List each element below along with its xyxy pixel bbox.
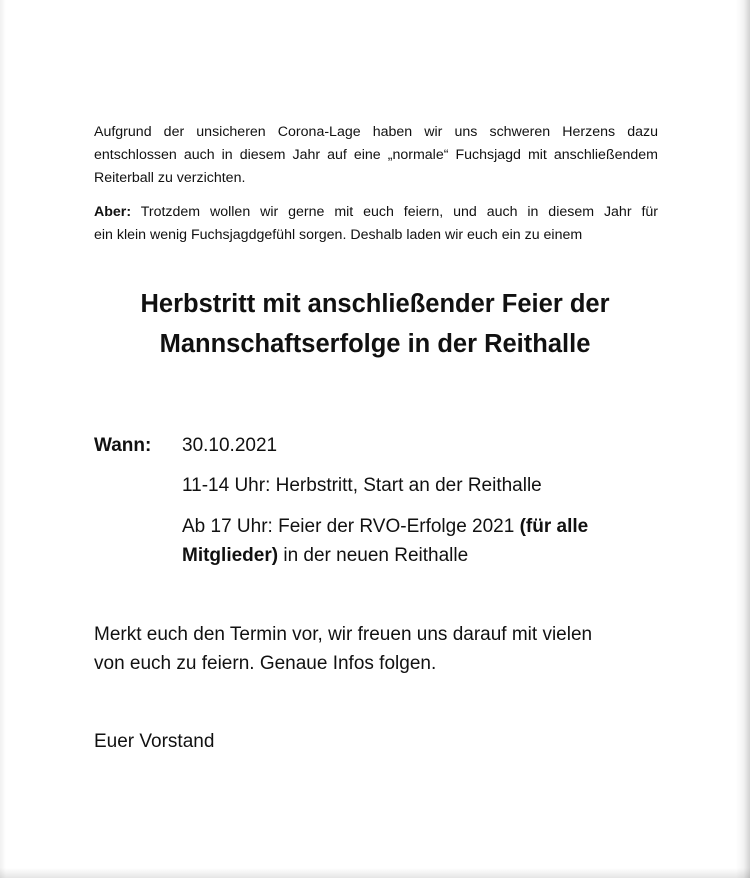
aber-lead: Aber: [94, 204, 132, 220]
headline-line-2: Mannschaftserfolge in der Reithalle [159, 330, 591, 358]
schedule-label: Wann: [94, 435, 152, 456]
signature: Euer Vorstand [94, 731, 215, 752]
headline-line-1: Herbstritt mit anschließender Feier der [140, 290, 610, 318]
feier-bold-2: Mitglieder) [182, 545, 279, 566]
closing-paragraph [94, 620, 674, 678]
feier-text-1: Ab 17 Uhr: Feier der RVO-Erfolge 2021 [182, 516, 520, 537]
schedule-item-herbstritt: 11-14 Uhr: Herbstritt, Start an der Reithalle [182, 475, 542, 496]
intro-paragraph-aber [94, 201, 658, 247]
schedule-date: 30.10.2021 [182, 435, 278, 456]
closing-line-1: Merkt euch den Termin vor, wir freuen uns darauf mit vielen [94, 624, 593, 645]
intro-aber-line-1 [94, 201, 658, 224]
aber-line-1-text: Trotzdem wollen wir gerne mit euch feiern, und auch in diesem Jahr für [131, 204, 658, 220]
intro-aber-line-2: ein klein wenig Fuchsjagdgefühl sorgen. Deshalb laden wir euch ein zu einem [94, 227, 583, 243]
schedule-item-feier-line-2 [182, 541, 652, 570]
intro-paragraph: Aufgrund der unsicheren Corona-Lage haben wir uns schweren Herzens dazu entschlossen auch in diesem Jahr auf eine „normale“ Fuchsjagd mit anschließendem Reiterball zu verzichten. [94, 124, 658, 186]
schedule-item-feier [182, 512, 652, 570]
closing-line-2: von euch zu feiern. Genaue Infos folgen. [94, 653, 437, 674]
page-edge-shadow-right [736, 0, 750, 878]
page-edge-shadow-bottom [0, 868, 750, 878]
page-edge-shadow-left [0, 0, 6, 878]
feier-bold-1: (für alle [519, 516, 589, 537]
schedule-item-feier-line-1 [182, 512, 652, 541]
feier-text-2: in der neuen Reithalle [278, 545, 469, 566]
event-headline [60, 284, 690, 364]
